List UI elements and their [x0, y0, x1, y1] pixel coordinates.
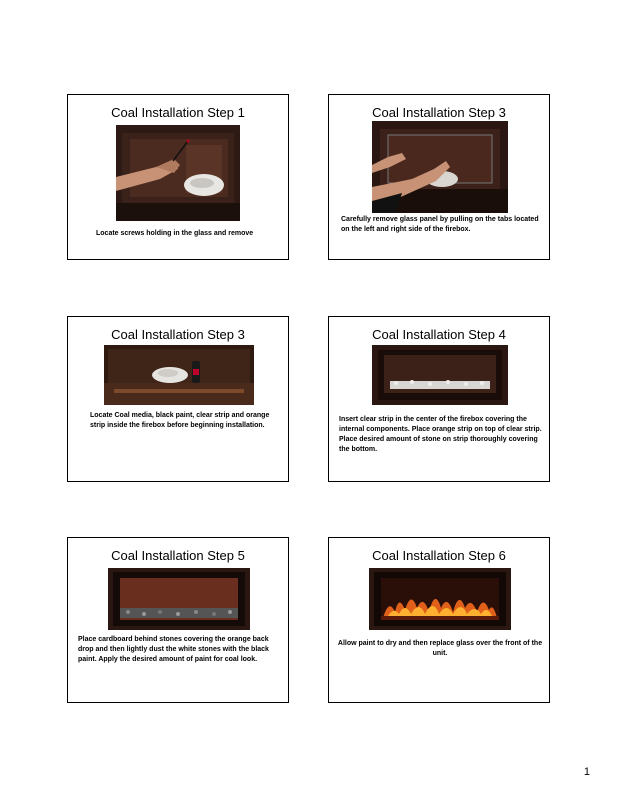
slide-title: Coal Installation Step 4: [372, 327, 506, 342]
slide-title: Coal Installation Step 5: [111, 548, 245, 563]
slide-4: [328, 316, 550, 482]
slide-title: Coal Installation Step 6: [372, 548, 506, 563]
slide-caption: Locate screws holding in the glass and remove: [96, 230, 254, 237]
slide-title: Coal Installation Step 3: [372, 105, 506, 120]
coal-media-kit-photo: [104, 345, 254, 405]
slide-1: [67, 94, 289, 260]
slide-caption: Locate Coal media, black paint, clear strip and orange strip inside the firebox before beginning installation.: [90, 412, 270, 429]
fireplace-flames-photo: [369, 568, 511, 630]
slide-caption: Place cardboard behind stones covering the orange back drop and then lightly dust the white stones with the black paint. Apply the desired amount of paint for coal look.: [78, 636, 269, 663]
page-number: 1: [583, 766, 590, 778]
slide-title: Coal Installation Step 3: [111, 327, 245, 342]
hand-removing-screws-photo: [116, 125, 240, 221]
slide-caption: Allow paint to dry and then replace glass over the front of the unit.: [337, 640, 543, 657]
hands-removing-glass-photo: [372, 121, 508, 213]
slide-5: [67, 537, 289, 703]
slide-3: [67, 316, 289, 482]
painted-stones-photo: [108, 568, 250, 630]
stones-on-strip-photo: [372, 345, 508, 405]
slide-title: Coal Installation Step 1: [111, 105, 245, 120]
slide-caption: Insert clear strip in the center of the firebox covering the internal components. Place orange strip on top of clear strip. Place desired amount of stone on strip thoroughly covering the bottom.: [339, 416, 542, 453]
slide-caption: Carefully remove glass panel by pulling on the tabs located on the left and right side of the firebox.: [341, 216, 539, 233]
slide-2: [328, 94, 550, 260]
slide-6: [328, 537, 550, 703]
